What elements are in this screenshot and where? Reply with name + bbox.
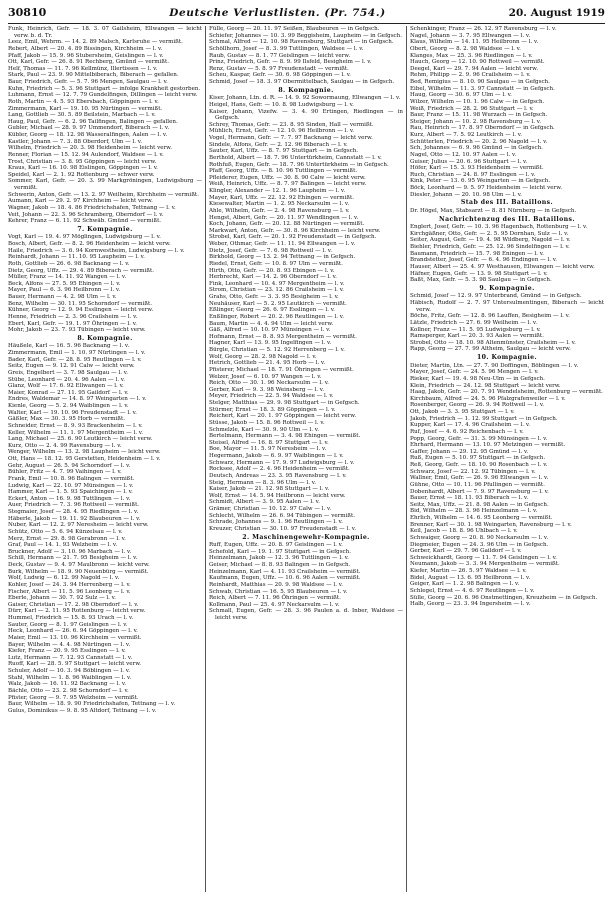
casualty-entry: Glanz, Wolf — 17. 6. 92 Ellwangen — l. v. xyxy=(8,383,124,390)
casualty-entry: Mohr, Jakob — 23. 7. 93 Tübingen — leicht verw. xyxy=(8,327,146,334)
casualty-entry: Bidel, August — 13. 6. 95 Heilbronn — l. v. xyxy=(410,574,531,581)
casualty-entry: Prinz, Friedrich, Gefr. — 8. 9. 99 Ilsfeld, Besigheim — l. v. xyxy=(209,59,372,66)
section-heading: 10. Kompagnie. xyxy=(476,354,538,361)
casualty-entry: Graf, Paul — 14. 1. 93 Welzheim — l. v. xyxy=(8,542,118,549)
casualty-entry: Schuler, Adolf — 10. 3. 94 Böblingen — l. v. xyxy=(8,668,131,674)
casualty-entry: Baur, Franz — 15. 11. 98 Wurzach — in Gefgsch. xyxy=(410,112,548,119)
casualty-entry: Haile, Friedrich — 3. 6. 94 Kornwestheim, Ludwigsburg — l. v. xyxy=(8,247,185,254)
casualty-entry: Gerber, Karl — 29. 7. 96 Gaildorf — l. v. xyxy=(410,548,522,555)
casualty-entry: Funk, Heinrich, Gefr. — 18. 3. 07 Gailsheim, Ellwangen — leicht verw. b. d. Tr. xyxy=(8,26,202,39)
casualty-entry: Kollmann, Paul — 25. 4. 97 Neckarsulm — l. v. xyxy=(209,601,340,608)
casualty-entry: Dietz, Josef, Gefr. — 7. 6. 98 Rottweil — l. v. xyxy=(209,247,332,254)
header-rule xyxy=(8,23,605,24)
casualty-entry: Wolf, Georg — 28. 2. 98 Nagold — l. v. xyxy=(209,353,317,360)
casualty-entry: Hammer, Karl — 1. 5. 93 Spaichingen — l. v. xyxy=(8,489,133,496)
casualty-entry: Obert, Georg — 8. 2. 98 Waldsee — l. v. xyxy=(410,45,521,52)
casualty-entry: Kaiser, Jakob — 21. 12. 98 Stuttgart — l. v. xyxy=(209,486,330,493)
casualty-entry: Stübe, Leonhard — 20. 4. 96 Aalen — l. v. xyxy=(8,376,126,383)
casualty-entry: Baum, Martin — 4. 4. 94 Ulm — leicht verw. xyxy=(209,320,334,327)
casualty-entry: Rocksee, Adolf — 2. 4. 96 Heidenheim — vermißt. xyxy=(209,466,350,473)
casualty-entry: Eßlinger, Georg — 26. 6. 97 Esslingen — l. v. xyxy=(209,307,335,314)
casualty-entry: Schwaiger, Georg — 20. 8. 90 Neckarsulm — l. v. xyxy=(410,534,549,541)
casualty-entry: Haag, Jakob, Gefr. — 20. 7. 91 Wendelsheim, Rottenburg — vermißt. xyxy=(410,389,603,396)
casualty-entry: Ott, Karl, Gefr. — 26. 8. 91 Rechberg, Gmünd — vermißt. xyxy=(8,59,170,66)
casualty-entry: Schwab, Christian — 16. 5. 95 Blaubeuren — l. v. xyxy=(209,588,348,595)
casualty-entry: Kiefer, Martin — 26. 5. 97 Waldsee — l. v. xyxy=(410,568,527,574)
casualty-entry: Kollner, Franz — 11. 5. 95 Ludwigsburg — l. v. xyxy=(410,326,541,333)
casualty-entry: Hetrich, Gottlieb — 21. 4. 95 Horb — l. v. xyxy=(209,360,326,367)
casualty-entry: Jakob, Friedrich — 1. 12. 99 Stuttgart — in Gefgsch. xyxy=(410,415,558,422)
section-heading: 8. Kompagnie. xyxy=(278,86,334,94)
column-divider xyxy=(205,26,206,892)
section-heading: 9. Kompagnie. xyxy=(479,284,535,292)
casualty-entry: Hengst, Albert, Gefr. — 20. 11. 97 Wendlingen — l. v. xyxy=(209,214,359,221)
casualty-entry: Stegmaier, Josef — 28. 4. 95 Riedlingen — l. v. xyxy=(8,509,139,515)
casualty-entry: Wallner, Emil, Gefr. — 26. 9. 96 Ellwangen — l. v. xyxy=(410,475,549,482)
casualty-entry: Baur, Friedrich, Gefr. — 5. 7. 96 Mengen, Saulgau — l. v. xyxy=(8,79,168,85)
casualty-entry: Häußele, Karl — 16. 5. 96 Backnang — l. v. xyxy=(8,343,130,350)
casualty-entry: Schütterlen, Friedrich — 20. 2. 96 Nagold — l. v. xyxy=(410,138,548,145)
casualty-entry: Speidel, Karl — 2. 1. 92 Rottenburg — schwer verw. xyxy=(8,171,155,178)
casualty-entry: Sindele, Alfons, Gefr. — 2. 12. 96 Biberach — l. v. xyxy=(209,141,348,148)
casualty-entry: Kirchgäßner, Otto, Gefr. — 2. 5. 95 Dornhan, Sulz — l. v. xyxy=(410,230,569,237)
casualty-entry: Aumann, Karl — 29. 2. 97 Kirchheim — leicht verw. xyxy=(8,198,153,205)
casualty-entry: Kehrer, Franz — 6. 11. 92 Schwäb. Gmünd — vermißt. xyxy=(8,218,162,225)
casualty-entry: Hummel, Friedrich — 15. 8. 93 Urach — l. v. xyxy=(8,615,134,621)
casualty-entry: Deegel, Karl — 29. 7. 94 Aalen — leicht verw. xyxy=(410,65,538,72)
casualty-entry: Reß, Georg, Gefr. — 18. 10. 90 Rosenbach — l. v. xyxy=(410,462,548,468)
casualty-entry: Enßlinger, Robert — 20. 2. 96 Reutlingen — l. v. xyxy=(209,313,345,320)
column-1 xyxy=(8,26,202,892)
casualty-entry: Benz, Wilhelm — 30. 11. 95 Schorndorf — vermißt. xyxy=(8,300,152,307)
casualty-entry: Eberle, Johann — 30. 7. 92 Sulz — l. v. xyxy=(8,595,116,602)
casualty-entry: Wolf, Ernst — 14. 5. 94 Heilbronn — leicht verw. xyxy=(209,492,346,499)
casualty-entry: Rehm, Philipp — 2. 9. 96 Crailsheim — l. v. xyxy=(410,72,531,79)
casualty-entry: Heinzelmann, Jakob — 12. 3. 96 Tuttlingen — l. v. xyxy=(209,555,349,562)
casualty-entry: Helf, Thomas — 11. 7. 96 Kellmünz, Illertissen — l. v. xyxy=(8,65,158,72)
casualty-entry: Lätzle, Friedrich — 27. 6. 99 Weilheim — l. v. xyxy=(410,319,538,326)
casualty-entry: Mayer, Josef, Gefr. — 24. 5. 96 Mengen — l. v. xyxy=(410,369,539,376)
casualty-entry: Schill, Hermann — 21. 7. 95 Besigheim — l. v. xyxy=(8,555,138,562)
casualty-entry: Bauer, Ernst — 18. 11. 93 Biberach — l. v. xyxy=(410,495,529,502)
casualty-entry: Mühlich, Ernst, Gefr. — 12. 10. 96 Heilbronn — l. v. xyxy=(209,128,355,135)
casualty-entry: Popp, Georg, Gefr. — 31. 3. 99 Münsingen — l. v. xyxy=(410,435,548,442)
casualty-entry: Koch, Johann, Gefr. — 20. 12. 88 Nürtingen — vermißt. xyxy=(209,221,365,228)
casualty-entry: Haug, Paul, Gefr. — 6. 2. 96 Tailfingen, Balingen — gefallen. xyxy=(8,118,178,125)
column-3 xyxy=(410,26,604,892)
casualty-entry: Kirchbaum, Alfred — 24. 5. 96 Pfalzgrafenweiler — l. v. xyxy=(410,395,566,402)
casualty-entry: Gerber, Karl — 9. 3. 98 Weinsberg — l. v. xyxy=(209,386,325,393)
casualty-entry: Dürr, Karl — 2. 11. 95 Rottenburg — leicht verw. xyxy=(8,608,146,615)
casualty-entry: Stark, Paul — 23. 9. 90 Mittelbiberach, Biberach — gefallen. xyxy=(8,72,179,79)
casualty-entry: Weiß, Heinrich, Uffz. — 8. 7. 97 Balingen — leicht verw. xyxy=(209,181,367,188)
casualty-entry: Klaus, Wilhelm — 14. 11. 95 Heilbronn — l. v. xyxy=(410,39,539,46)
casualty-entry: Keil, Jacob — 18. 8. 96 Uhlbach — l. v. xyxy=(410,528,518,535)
casualty-entry: Ehrhard, Hermann — 13. 10. 97 Metzingen — vermißt. xyxy=(410,442,566,449)
casualty-entry: Maier, Konrad — 27. 11. 95 Gaildorf — l. v. xyxy=(8,389,129,396)
casualty-entry: Dietz, Georg, Uffz. — 29. 4. 89 Biberach — vermißt. xyxy=(8,267,154,274)
casualty-entry: Schiefer, Johannes — 10. 3. 99 Beggisheim, Laupheim — in Gefgsch. xyxy=(209,32,402,39)
casualty-entry: Schrade, Johannes — 9. 1. 96 Reutlingen — l. v. xyxy=(209,519,343,526)
casualty-entry: Ebert, Karl, Gefr. — 19. 1. 97 Öhringen — l. v. xyxy=(8,320,137,327)
casualty-entry: Strom, Christian — 23. 12. 86 Crailsheim — l. v. xyxy=(209,287,344,294)
casualty-entry: Kohler, Josef — 24. 3. 94 Herrenberg — l. v. xyxy=(8,581,131,588)
casualty-entry: Diegmeier, Eugen — 24. 3. 96 Ulm — in Gefgsch. xyxy=(410,541,549,548)
casualty-entry: Weber, Othmar, Gefr. — 11. 11. 94 Ellwangen — l. v. xyxy=(209,241,356,247)
casualty-entry: Kraus, Karl — 16. 10. 98 Eislingen, Göppingen — l. v. xyxy=(8,165,158,172)
casualty-entry: Walter, Karl — 19. 10. 96 Freudenstadt — l. v. xyxy=(8,409,137,416)
casualty-entry: Auer, Friedrich — 7. 3. 96 Rottweil — vermißt. xyxy=(8,502,140,509)
casualty-entry: Gehr, August — 26. 5. 94 Schorndorf — l. v. xyxy=(8,462,131,469)
casualty-entry: Renner, Florian — 15. 12. 94 Aulendorf, Waldsee — l. v. xyxy=(8,151,164,158)
casualty-entry: Sch, Johannes — 6. 9. 96 Gmünd — in Gefgsch. xyxy=(410,145,543,152)
casualty-entry: Ruf, Josef — 4. 6. 92 Reichenbach — l. v. xyxy=(410,428,524,435)
casualty-entry: Sommer, Karl, Gefr. — 20. 3. 99 Markgröningen, Ludwigsburg — vermißt. xyxy=(8,178,202,191)
casualty-entry: Nuber, Karl — 12. 2. 97 Neresheim — leicht verw. xyxy=(8,522,149,529)
casualty-entry: Trost, Christian — 3. 8. 95 Göppingen — leicht verw. xyxy=(8,158,157,165)
casualty-entry: Strobel, Karl, Gefr. — 20. 1. 92 Freudenstadt — in Gefgsch. xyxy=(209,234,377,241)
casualty-entry: Ott, Jakob — 3. 3. 95 Stuttgart — l. v. xyxy=(410,409,515,415)
publication-title: Deutsche Verlustlisten. (Pr. 754.) xyxy=(169,7,386,19)
casualty-entry: Häfner, Eugen, Gefr. — 13. 9. 98 Stuttgart — l. v. xyxy=(410,270,548,277)
casualty-entry: Dieter, Martin, Ltn. — 27. 7. 90 Doffingen, Böblingen — l. v. xyxy=(410,362,579,369)
casualty-entry: Kurz, Otto — 2. 4. 99 Ravensburg — l. v. xyxy=(8,442,122,449)
column-divider xyxy=(406,26,407,892)
casualty-entry: Ruch, Christian — 24. 8. 97 Esslingen — l. v. xyxy=(410,171,536,178)
casualty-entry: Raub, Gustav — 8. 1. 77 Geislingen — leicht verw. xyxy=(209,52,351,59)
casualty-entry: Sauter, Georg — 8. 1. 97 Geislingen — l. v. xyxy=(8,621,128,628)
casualty-entry: Böck, Leonhard — 9. 5. 97 Heidenheim — leicht verw. xyxy=(410,185,563,191)
casualty-entry: Häberle, Jakob — 19. 11. 92 Blaubeuren — l. v. xyxy=(8,515,141,522)
casualty-entry: Wenger, Wilhelm — 13. 2. 98 Laupheim — leicht verw. xyxy=(8,449,161,456)
casualty-entry: Deutsch, Andreas — 23. 3. 95 Ravensburg — l. v. xyxy=(209,472,347,479)
page-header xyxy=(8,6,605,22)
casualty-entry: Ahle, Wilhelm, Gefr. — 2. 4. 98 Ravensburg — l. v. xyxy=(209,207,350,214)
casualty-entry: Grahs, Otto, Gefr. — 3. 3. 95 Besigheim — l. v. xyxy=(209,294,339,300)
casualty-entry: Gulus, Dominikus — 9. 8. 95 Altdorf, Tettnang — l. v. xyxy=(8,707,157,714)
casualty-entry: Kiefer, Franz — 20. 9. 95 Esslingen — l. v. xyxy=(8,648,126,655)
casualty-entry: Schneider, Ernst — 8. 9. 93 Brackenheim — l. v. xyxy=(8,422,143,429)
casualty-entry: Schrey, Thomas, Gefr. — 23. 8. 95 Sinden, Hall — vermißt. xyxy=(209,121,374,128)
casualty-entry: Baur, Wilhelm — 18. 9. 90 Friedrichshafen, Tettnang — l. v. xyxy=(8,701,176,708)
casualty-entry: Kreuzer, Christian — 30. 10. 97 Freudenstadt — l. v. xyxy=(209,525,356,532)
casualty-entry: Bauer, Hermann — 4. 2. 98 Ulm — l. v. xyxy=(8,294,117,300)
casualty-entry: Heck, Leonhard — 26. 6. 94 Göppingen — l. v. xyxy=(8,628,138,635)
casualty-entry: Ruff, Eugen, Uffz. — 20. 8. 97 Geislingen — l. v. xyxy=(209,542,343,549)
casualty-entry: Schwerin, Anton, Gefr. — 13. 2. 97 Weilheim, Kirchheim — vermißt. xyxy=(8,191,199,198)
casualty-entry: Stelger, Matthias — 29. 9. 98 Stuttgart — in Gefgsch. xyxy=(209,400,360,406)
casualty-entry: Markwart, Anton, Gefr. — 30. 8. 96 Kirchheim — leicht verw. xyxy=(209,227,381,234)
casualty-entry: Renz, Gustav — 5. 8. 97 Freudenstadt — vermißt. xyxy=(209,65,349,72)
casualty-entry: Gäß, Alfred — 10. 10. 97 Münsingen — l. v. xyxy=(209,327,331,334)
casualty-entry: Boe, Mayor — 11. 5. 97 Neresheim — l. v. xyxy=(209,446,327,453)
casualty-entry: Pfleiderer, Eugen, Uffz. — 30. 8. 90 Calw — leicht verw. xyxy=(209,174,366,181)
casualty-entry: Zimmermann, Karl — 19. 10. 95 Nürtingen — vermißt. xyxy=(8,105,163,112)
casualty-entry: Schefold, Karl — 19. 1. 97 Stuttgart — in Gefgsch. xyxy=(209,548,352,555)
casualty-entry: Hirth, Otto, Gefr. — 20. 8. 93 Ebingen — l. v. xyxy=(209,267,335,274)
casualty-entry: Zimmermann, Emil — 1. 10. 97 Nürtingen — l. v. xyxy=(8,350,146,356)
casualty-entry: Kuhn, Friedrich — 5. 3. 96 Stuttgart — infolge Krankheit gestorben. xyxy=(8,85,201,92)
casualty-entry: Halb, Georg — 23. 3. 94 Ingersheim — l. v. xyxy=(410,601,531,608)
casualty-entry: Schmall, Eugen, Gefr. — 28. 3. 96 Paulen a. d. Inber, Waldsee — leicht verw. xyxy=(209,608,403,621)
casualty-entry: Fink, Leonhard — 10. 4. 97 Mergentheim — l. v. xyxy=(209,280,345,287)
casualty-entry: Geiser, Michael — 8. 8. 93 Balingen — in Gefgsch. xyxy=(209,562,351,568)
casualty-entry: Keller, Wilhelm — 11. 1. 97 Mergentheim — l. v. xyxy=(8,429,144,436)
casualty-entry: Schweickhardt, Georg — 11. 7. 94 Geislingen — l. v. xyxy=(410,554,557,561)
casualty-entry: Brandstetter, Josef, Gefr. — 6. 4. 96 Endingen — l. v. xyxy=(410,257,558,264)
casualty-entry: Klein, Friedrich — 24. 12. 98 Stuttgart — leicht verw. xyxy=(410,382,561,389)
casualty-entry: Kübler, Georg — 18. 12. 98 Wasseralfingen, Aalen — l. v. xyxy=(8,132,168,138)
casualty-entry: Maier, Emil — 13. 10. 96 Kirchheim — vermißt. xyxy=(8,634,142,641)
casualty-entry: Schmid, Josef — 12. 9. 97 Unterbrand, Gmünd — in Gefgsch. xyxy=(410,293,582,300)
casualty-entry: Pfister, Georg — 9. 7. 95 Welzheim — vermißt. xyxy=(8,694,139,701)
casualty-entry: Bühler, Fritz — 4. 7. 99 Vaihingen — l. v. xyxy=(8,469,122,476)
columns xyxy=(8,26,605,892)
casualty-entry: Heigel, Hans, Gefr. — 10. 8. 98 Ludwigsburg — l. v. xyxy=(209,101,354,108)
casualty-entry: Seitz, Max, Uffz. — 21. 8. 98 Aalen — in Gefgsch. xyxy=(410,501,549,508)
casualty-entry: Gäßler, Max — 30. 3. 95 Horb — vermißt. xyxy=(8,416,125,423)
casualty-entry: Kiesewalter, Martin — 1. 2. 95 Neckarsulm — l. v. xyxy=(209,201,350,208)
casualty-entry: Schenkinger, Franz — 26. 12. 97 Ravensburg — l. v. xyxy=(410,26,557,32)
casualty-entry: Schöllhorn, Josef — 8. 3. 99 Tuttlingen, Waldsee — l. v. xyxy=(209,45,364,52)
casualty-entry: Veit, Johann — 22. 3. 96 Schramberg, Oberndorf — l. v. xyxy=(8,211,164,218)
casualty-entry: Eibel, Wilhelm — 11. 3. 97 Cannstatt — in Gefgsch. xyxy=(410,85,555,92)
casualty-entry: Grämer, Christian — 10. 12. 97 Calw — l. v. xyxy=(209,506,332,512)
casualty-entry: Hegermann, Jakob — 6. 9. 97 Waiblingen — l. v. xyxy=(209,453,344,459)
casualty-entry: Mayer, Paul — 6. 3. 96 Heilbronn — l. v. xyxy=(8,287,121,294)
casualty-entry: Bächle, Otto — 23. 2. 98 Schorndorf — l. v. xyxy=(8,687,129,694)
casualty-entry: Baßt, Max, Gefr. — 5. 3. 98 Saulgau — in Gefgsch. xyxy=(410,277,552,284)
casualty-entry: Ehrlich, Wilhelm — 14. 6. 95 Leonberg — vermißt. xyxy=(410,515,553,521)
casualty-entry: Strobel, Otto — 18. 10. 98 Altenmünster, Crailsheim — l. v. xyxy=(410,339,576,346)
casualty-entry: Stahl, Wilhelm — 1. 8. 96 Waiblingen — l. v. xyxy=(8,674,132,681)
casualty-entry: Dobenhardt, Albert — 7. 9. 97 Ravensburg — l. v. xyxy=(410,488,549,495)
casualty-entry: Burk, Wilhelm — 18. 9. 90 Neuenbürg — vermißt. xyxy=(8,568,149,575)
casualty-entry: Bayer, Wilhelm — 4. 4. 98 Nürtingen — l. v. xyxy=(8,641,131,648)
casualty-entry: Schmidt, Albert — 3. 9. 95 Aalen — l. v. xyxy=(209,499,320,506)
casualty-entry: Klingler, Alexander — 12. 1. 96 Laupheim — l. v. xyxy=(209,188,346,194)
casualty-entry: Rau, Heinrich — 17. 8. 97 Oberndorf — in Gefgsch. xyxy=(410,125,555,132)
casualty-entry: Pfaff, Georg, Uffz. — 8. 10. 96 Tuttlingen — vermißt. xyxy=(209,168,358,175)
casualty-entry: Steiger, Johann — 10. 2. 98 Ravensburg — l. v. xyxy=(410,118,541,125)
casualty-entry: Klanges, Max — 25. 3. 96 Riedlingen — l. v. xyxy=(410,52,533,59)
casualty-entry: Hofmann, Ernst — 8. 8. 93 Mergentheim — vermißt. xyxy=(209,333,357,340)
casualty-entry: Schütz, Otto — 5. 6. 94 Künzelsau — l. v. xyxy=(8,528,123,535)
casualty-entry: Stürmer, Ernst — 18. 3. 89 Göppingen — l. v. xyxy=(209,406,336,413)
casualty-entry: Höfer, Karl — 15. 3. 93 Heidenheim — vermißt. xyxy=(410,165,544,172)
casualty-entry: Schwarz, Josef — 22. 12. 92 Tübingen — l. v. xyxy=(410,468,536,475)
casualty-entry: Hauch, Georg — 12. 10. 90 Rottweil — vermißt. xyxy=(410,59,545,66)
casualty-entry: Müller, Franz — 14. 11. 92 Wangen — l. v. xyxy=(8,274,127,281)
casualty-entry: Seiter, August, Gefr. — 19. 4. 98 Wildberg, Nagold — l. v. xyxy=(410,237,571,244)
page-number: 30810 xyxy=(8,6,47,19)
casualty-entry: Fischer, Albert — 11. 5. 96 Leonberg — l. v. xyxy=(8,588,131,595)
casualty-entry: Kink, Peter — 13. 6. 95 Weingarten — in Gefgsch. xyxy=(410,178,551,185)
publication-date: 20. August 1919 xyxy=(508,7,605,19)
casualty-entry: Schlecht, Wilhelm — 26. 6. 94 Tübingen — vermißt. xyxy=(209,512,355,519)
casualty-entry: Wagner, Jakob — 18. 4. 86 Friedrichshafen, Tettnang — l. v. xyxy=(8,204,176,211)
casualty-entry: Kaiser, Johann, Vizefw. — 3. 4. 90 Ertingen, Riedlingen — in Gefgsch. xyxy=(209,108,403,122)
casualty-entry: Schwarz, Hermann — 17. 9. 97 Ludwigsburg — l. v. xyxy=(209,459,355,466)
casualty-entry: Stüsse, Jakob — 15. 8. 96 Rottweil — l. v. xyxy=(209,419,325,426)
casualty-entry: Gubler, Michael — 28. 9. 97 Ummendorf, Biberach — l. v. xyxy=(8,125,170,132)
casualty-entry: Bader, Karl, Gefr. — 28. 8. 95 Reutlingen — l. v. xyxy=(8,356,142,363)
casualty-entry: Ruoff, Karl — 28. 5. 97 Stuttgart — leicht verw. xyxy=(8,661,142,668)
casualty-entry: Henne, Friedrich — 2. 3. 96 Crailsheim — l. v. xyxy=(8,313,138,320)
casualty-entry: Pfaff, Jakob — 15. 9. 96 Stubersheim, Geislingen — l. v. xyxy=(8,52,164,59)
casualty-entry: Mayer, Karl, Uffz. — 22. 12. 92 Ehingen — vermißt. xyxy=(209,194,354,201)
casualty-entry: Heinzelmann, Karl — 4. 11. 93 Crailsheim — vermißt. xyxy=(209,568,361,575)
casualty-entry: Leez, Emil, Wehrm. — 14. 2. 89 Malsch, Karlsruhe — vermißt. xyxy=(8,39,183,46)
casualty-entry: Kupper, Karl — 17. 4. 96 Crailsheim — l. v. xyxy=(410,422,531,429)
casualty-entry: Reich, Albert — 7. 11. 96 Öhringen — vermißt. xyxy=(209,595,341,602)
casualty-entry: Riedel, Ernst, Gefr. — 10. 8. 97 Ulm — vermißt. xyxy=(209,260,343,267)
casualty-entry: Reich, Otto — 30. 1. 96 Neckarsulm — l. v. xyxy=(209,380,329,387)
casualty-entry: Häbisch, Rudolf — 2. 7. 97 Untersulmentingen, Biberach — leicht verw. xyxy=(410,300,604,313)
casualty-entry: Kaufmann, Eugen, Uffz. — 10. 6. 96 Aalen — vermißt. xyxy=(209,575,361,582)
casualty-entry: Neumann, Jakob — 3. 3. 94 Mergentheim — vermißt. xyxy=(410,561,560,568)
casualty-entry: Baumann, Friedrich — 15. 7. 98 Eningen — l. v. xyxy=(410,250,544,257)
casualty-entry: Luhmann, Ernst — 12. 7. 79 Gundelfingen, Dillingen — leicht verw. xyxy=(8,92,198,99)
casualty-entry: Herbrecht, Karl — 14. 2. 96 Oberndorf — l. v. xyxy=(209,274,337,281)
casualty-entry: Gühne, Otto — 10. 11. 96 Pfullingen — vermißt. xyxy=(410,481,545,488)
casualty-entry: Reichert, Karl — 20. 1. 97 Göppingen — leicht verw. xyxy=(209,413,357,420)
casualty-entry: Englert, Josef, Gefr. — 10. 3. 96 Hagenbach, Rottenburg — l. v. xyxy=(410,224,588,231)
casualty-entry: Nagel, Johann — 3. 7. 95 Ellwangen — l. v. xyxy=(410,32,531,39)
casualty-entry: Walz, Jakob — 16. 11. 92 Backnang — l. v. xyxy=(8,681,127,688)
casualty-entry: Ott, Hans — 18. 12. 95 Gerstetten, Heidenheim — l. v. xyxy=(8,456,161,462)
casualty-entry: Haug, Georg — 30. 6. 97 Ulm — l. v. xyxy=(410,92,512,99)
casualty-entry: Rieker, Karl — 19. 4. 98 Neu-Ulm — in Gefgsch. xyxy=(410,375,545,382)
section-heading: 8. Kompagnie. xyxy=(77,334,133,342)
casualty-entry: Lutz, Hermann — 7. 12. 93 Cannstatt — l. v. xyxy=(8,654,133,661)
section-heading: 7. Kompagnie. xyxy=(77,225,133,233)
casualty-entry: Ludwig, Karl — 22. 10. 97 Münsingen — l. v. xyxy=(8,482,134,489)
casualty-entry: Gaiser, Christian — 17. 2. 98 Oberndorf — l. v. xyxy=(8,601,139,608)
casualty-entry: Meyer, Friedrich — 22. 5. 94 Waldsee — l. v. xyxy=(209,393,334,400)
casualty-entry: Kienle, Georg — 5. 2. 94 Waiblingen — l. v. xyxy=(8,403,129,409)
casualty-entry: Kurz, Albert — 7. 5. 92 Leutkirch — l. v. xyxy=(410,132,523,138)
casualty-entry: Steig, Hermann — 8. 3. 96 Ulm — l. v. xyxy=(209,479,316,486)
casualty-entry: Dr. Högel, Max, Stabsarzt — 8. 81 Nürnberg — in Gefgsch. xyxy=(410,207,577,214)
casualty-entry: Deck, Gustav — 9. 4. 97 Maulbronn — leicht verw. xyxy=(8,562,150,568)
casualty-entry: Diesler, Johann — 20. 10. 98 Ulm — l. v. xyxy=(410,191,522,198)
casualty-entry: Rebert, Albert — 20. 4. 89 Bissingen, Kirchheim — l. v. xyxy=(8,45,163,52)
casualty-entry: Vogel, Hermann, Gefr. — 7. 7. 97 Backnang — leicht verw. xyxy=(209,135,373,141)
casualty-entry: Eckert, Anton — 16. 9. 98 Tuttlingen — l. v. xyxy=(8,495,131,502)
casualty-entry: Rothfuß, Eugen, Gefr. — 18. 7. 96 Untertürkheim — in Gefgsch. xyxy=(209,161,389,168)
casualty-entry: Schmid, Josef — 18. 3. 97 Obermittelbach, Saulgau — in Gefgsch. xyxy=(209,79,395,85)
casualty-entry: Bed, Remigius — 8. 10. 90 Saulgau — in Gefgsch. xyxy=(410,79,550,85)
casualty-entry: Berthold, Albert — 18. 7. 96 Untertürkheim, Cannstatt — l. v. xyxy=(209,154,382,161)
casualty-entry: Wilzer, Wilhelm — 10. 1. 96 Calw — in Gefgsch. xyxy=(410,98,545,105)
casualty-entry: Bruckner, Adolf — 3. 10. 96 Marbach — l. v. xyxy=(8,548,132,555)
section-heading: Nachrichtenzug des III. Bataillons. xyxy=(439,215,575,223)
casualty-entry: Ramsperger, Karl — 20. 3. 93 Aalen — vermißt. xyxy=(410,333,544,340)
casualty-entry: Welzer, Josef — 6. 10. 97 Wangen — l. v. xyxy=(209,373,322,380)
casualty-entry: Vogt, Karl — 19. 4. 97 Möglingen, Ludwigsburg — l. v. xyxy=(8,234,161,241)
casualty-entry: Roth, Gottlieb — 26. 6. 98 Backnang — l. v. xyxy=(8,260,130,267)
casualty-entry: Sülle, Georg — 20. 6. 96 Onstmettingen, Kreuzheim — in Gefgsch. xyxy=(410,594,598,601)
column-2 xyxy=(209,26,403,892)
casualty-entry: Gaffer, Johann — 29. 12. 95 Gmünd — l. v. xyxy=(410,448,529,455)
casualty-entry: Endres, Waldemar — 14. 8. 97 Weingarten — l. v. xyxy=(8,396,147,403)
casualty-entry: Schlegel, Ernst — 4. 6. 97 Reutlingen — l. v. xyxy=(410,587,535,594)
casualty-entry: Hagner, Karl — 13. 9. 95 Ingelfingen — l. v. xyxy=(209,340,332,347)
casualty-entry: Bid, Wilhelm — 28. 3. 96 Heinzelmann — l. v. xyxy=(410,508,538,515)
casualty-entry: Schmelzle, Karl — 30. 9. 90 Ulm — l. v. xyxy=(209,426,320,433)
casualty-entry: Biehler, Friedrich, Gefr. — 25. 12. 96 Sindelfingen — l. v. xyxy=(410,244,570,250)
casualty-entry: Weiß, Friedrich — 28. 2. 96 Stuttgart — l. v. xyxy=(410,105,534,112)
section-heading: Stab des III. Bataillons. xyxy=(460,199,554,207)
casualty-entry: Neuhäuser, Karl — 5. 2. 95 Leutkirch — vermißt. xyxy=(209,300,347,307)
casualty-entry: Brenner, Karl — 30. 1. 98 Weingarten, Ravensburg — l. v. xyxy=(410,521,572,528)
casualty-entry: Kastler, Johann — 7. 3. 88 Oberdorf, Ulm — l. v. xyxy=(8,138,143,145)
casualty-entry: Greis, Engelbert — 3. 7. 98 Saulgau — l. v. xyxy=(8,369,128,376)
casualty-entry: Guiser, Julius — 20. 6. 96 Stuttgart — l. v. xyxy=(410,158,528,165)
casualty-entry: Lang, Michael — 25. 6. 90 Leutkirch — leicht verw. xyxy=(8,436,153,443)
casualty-entry: Kiser, Johann, Ltn. d. R. — 14. 9. 92 Sowormaung, Ellwangen — l. v. xyxy=(209,95,401,102)
casualty-entry: Birkhold, Georg — 13. 2. 94 Tettnang — in Gefgsch. xyxy=(209,254,356,261)
casualty-entry: Steisel, Alfred — 16. 8. 97 Stuttgart — l. v. xyxy=(209,439,329,446)
casualty-entry: Reinhardt, Johann — 11. 10. 95 Laupheim — l. v. xyxy=(8,254,145,261)
casualty-entry: Ruß, Eugen — 5. 10. 97 Stuttgart — in Gefgsch. xyxy=(410,455,546,462)
casualty-entry: Beck, Alfons — 27. 5. 95 Ehingen — l. v. xyxy=(8,280,121,287)
casualty-entry: Nagel, Otto — 12. 10. 97 Aalen — l. v. xyxy=(410,151,517,158)
casualty-entry: Rapp, Georg — 27. 7. 99 Altheim, Saulgau — leicht verw. xyxy=(410,346,571,353)
casualty-entry: Bertelmann, Hermann — 3. 4. 98 Ehingen — vermißt. xyxy=(209,433,361,440)
casualty-entry: Frank, Emil — 10. 8. 96 Balingen — vermißt. xyxy=(8,475,135,482)
casualty-entry: Wolf, Ludwig — 6. 12. 99 Nagold — l. v. xyxy=(8,575,120,582)
casualty-entry: Sauter, Karl, Uffz. — 8. 7. 97 Stuttgart — in Gefgsch. xyxy=(209,148,359,155)
casualty-entry: Hauser, Albert — 25. 4. 97 Westhausen, Ellwangen — leicht verw. xyxy=(410,263,595,270)
casualty-entry: Bürgle, Christian — 5. 12. 92 Herrenberg — l. v. xyxy=(209,347,345,353)
casualty-entry: Lang, Gottlieb — 30. 5. 89 Beilstein, Marbach — l. v. xyxy=(8,112,156,119)
casualty-entry: Roth, Martin — 4. 5. 93 Ebersbach, Göppingen — l. v. xyxy=(8,98,159,105)
casualty-entry: Bosch, Albert, Gefr. — 8. 2. 96 Heidenheim — leicht verw. xyxy=(8,241,171,247)
casualty-entry: Fülle, Georg — 20. 11. 97 Seißen, Blaubeuren — in Gefgsch. xyxy=(209,26,380,32)
casualty-entry: Rosenberger, Georg — 26. 9. 94 Rottweil — l. v. xyxy=(410,402,545,409)
newspaper-page xyxy=(8,6,605,894)
casualty-entry: Kühner, Georg — 12. 9. 94 Esslingen — leicht verw. xyxy=(8,307,154,314)
casualty-entry: Reinhardt, Matthias — 20. 9. 98 Waldsee — l. v. xyxy=(209,581,343,588)
casualty-entry: Geiger, Karl — 1. 2. 98 Balingen — l. v. xyxy=(410,581,520,588)
casualty-entry: Scheu, Kaspar, Gefr. — 30. 6. 98 Göppingen — l. v. xyxy=(209,72,351,79)
casualty-entry: Böche, Fritz, Gefr. — 12. 8. 96 Lauffen, Besigheim — l. v. xyxy=(410,313,570,320)
casualty-entry: Pfisterer, Michael — 18. 7. 91 Öhringen — vermißt. xyxy=(209,366,354,373)
section-heading: 2. Maschinengewehr-Kompagnie. xyxy=(242,533,370,541)
casualty-entry: Schmal, Alfred — 12. 10. 98 Ravensburg, Stuttgart — in Gefgsch. xyxy=(209,39,394,46)
casualty-entry: Seitz, Eugen — 9. 12. 91 Calw — leicht verw. xyxy=(8,363,135,370)
casualty-entry: Merz, Ernst — 29. 8. 98 Gerabronn — l. v. xyxy=(8,535,126,542)
casualty-entry: Wilhelm, Friedrich — 20. 3. 98 Heidenheim — leicht verw. xyxy=(8,145,172,152)
